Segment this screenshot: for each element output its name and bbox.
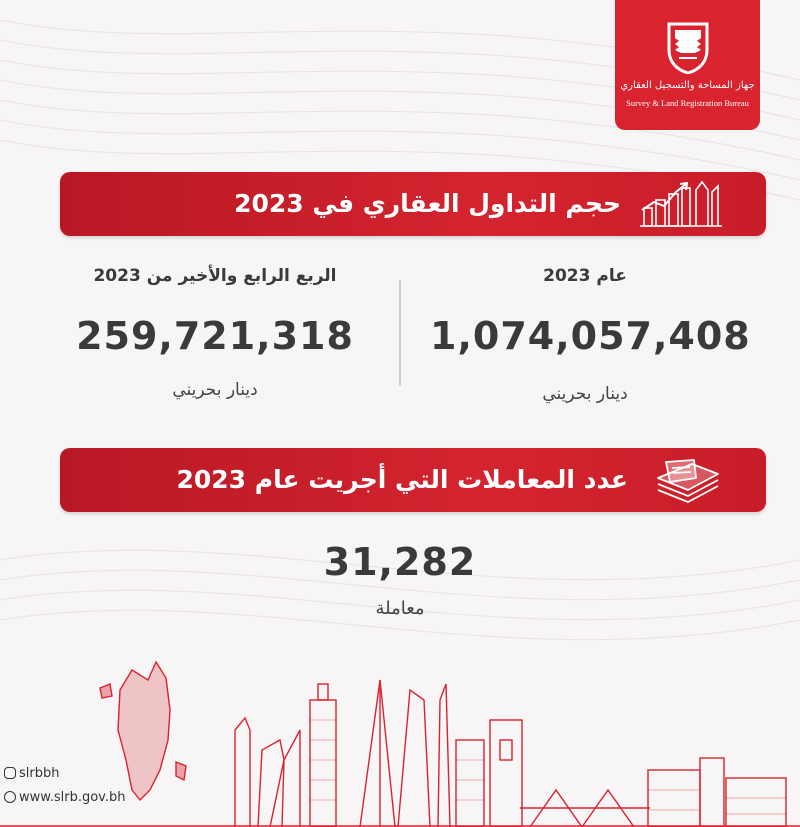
slrb-logo	[615, 0, 760, 130]
logo-arabic-name: جهاز المساحة والتسجيل العقاري	[620, 80, 755, 91]
website-link[interactable]	[4, 790, 125, 805]
q4-volume-value: 259,721,318	[76, 314, 354, 358]
trading-volume-banner	[60, 172, 766, 236]
q4-volume-label: الربع الرابع والأخير من 2023	[93, 266, 337, 286]
documents-stack-icon	[652, 456, 722, 506]
logo-english-name: Survey & Land Registration Bureau	[626, 98, 749, 108]
bahrain-map-icon	[118, 662, 170, 800]
transactions-banner	[60, 448, 766, 512]
instagram-handle-text: slrbbh	[19, 766, 60, 781]
globe-icon	[4, 791, 16, 803]
transactions-title: عدد المعاملات التي أجريت عام 2023	[176, 465, 628, 494]
q4-volume-unit: دينار بحريني	[172, 380, 258, 400]
transactions-value: 31,282	[323, 540, 477, 584]
instagram-handle[interactable]	[4, 766, 59, 781]
annual-volume-value: 1,074,057,408	[430, 314, 751, 358]
trading-volume-title: حجم التداول العقاري في 2023	[234, 189, 621, 218]
stats-divider	[399, 280, 401, 386]
transactions-unit: معاملة	[375, 598, 425, 619]
website-link-text: www.slrb.gov.bh	[19, 790, 126, 805]
city-growth-chart-icon	[640, 180, 722, 228]
transactions-stat	[250, 540, 550, 619]
annual-volume-label: عام 2023	[543, 266, 627, 286]
bahrain-emblem-icon	[665, 18, 711, 74]
annual-volume-unit: دينار بحريني	[542, 384, 628, 404]
instagram-icon	[4, 767, 16, 779]
